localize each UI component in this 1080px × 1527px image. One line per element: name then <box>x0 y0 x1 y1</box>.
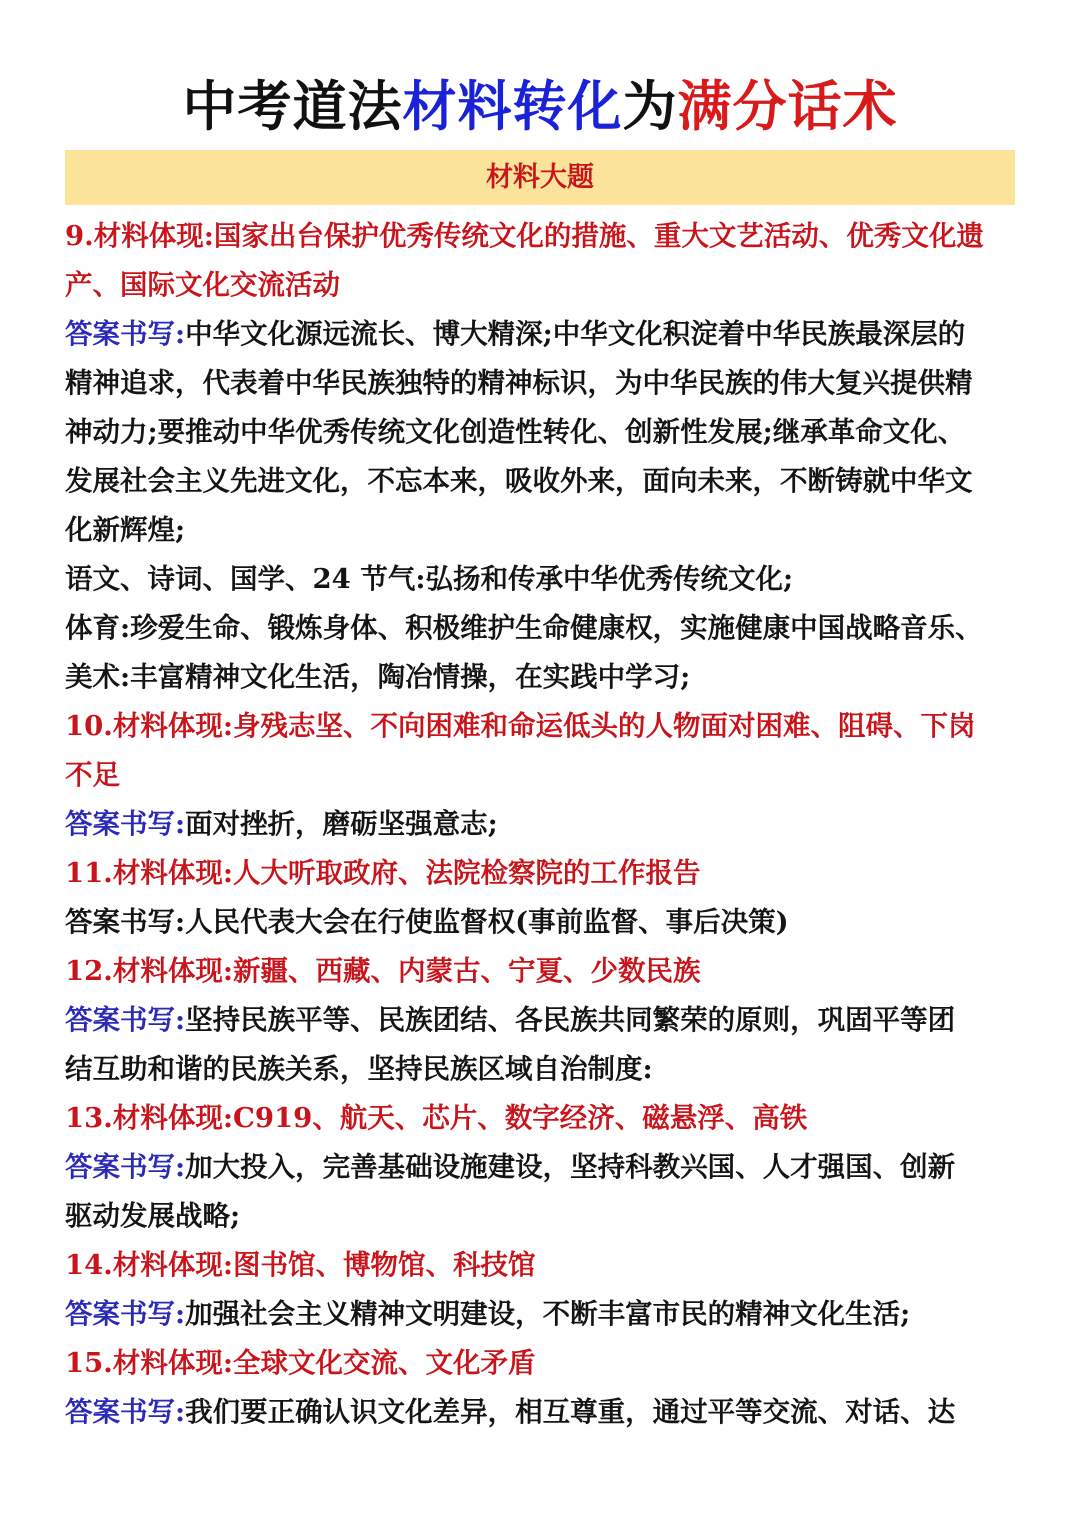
item-12-answer-line-2: 结互助和谐的民族关系，坚持民族区域自治制度: <box>65 1053 653 1085</box>
title-part-1: 中考道法 <box>182 74 403 138</box>
item-13-material-line-1: 13.材料体现:C919、航天、芯片、数字经济、磁悬浮、高铁 <box>65 1102 808 1134</box>
item-11-answer-line-1: 答案书写:人民代表大会在行使监督权(事前监督、事后决策) <box>65 906 789 938</box>
answer-label: 答案书写: <box>65 1004 186 1036</box>
item-9-extra-line-3: 美术:丰富精神文化生活，陶冶情操，在实践中学习; <box>65 661 691 693</box>
answer-label: 答案书写: <box>65 318 186 350</box>
answer-text: 我们要正确认识文化差异，相互尊重，通过平等交流、对话、达 <box>185 1396 956 1428</box>
answer-label: 答案书写: <box>65 1396 186 1428</box>
item-9-material-line-1: 9.材料体现:国家出台保护优秀传统文化的措施、重大文艺活动、优秀文化遗 <box>65 220 984 252</box>
item-13-answer-line-2: 驱动发展战略; <box>65 1200 241 1232</box>
item-14-material-line-1: 14.材料体现:图书馆、博物馆、科技馆 <box>65 1249 536 1281</box>
answer-text: 面对挫折，磨砺坚强意志; <box>185 808 498 840</box>
answer-text: 坚持民族平等、民族团结、各民族共同繁荣的原则，巩固平等团 <box>185 1004 956 1036</box>
item-14-answer-line-1 <box>65 1290 1017 1339</box>
title-part-4: 满分话术 <box>677 74 898 138</box>
page-title <box>0 68 1080 144</box>
item-10-answer-line-1 <box>65 800 1017 849</box>
answer-text: 加大投入，完善基础设施建设，坚持科教兴国、人才强国、创新 <box>185 1151 956 1183</box>
item-13-answer-line-1 <box>65 1143 1017 1192</box>
item-12-answer-line-1 <box>65 996 1017 1045</box>
item-9-answer-line-2: 精神追求，代表着中华民族独特的精神标识，为中华民族的伟大复兴提供精 <box>65 367 973 399</box>
item-15-answer-line-1 <box>65 1388 1017 1437</box>
item-15-material-line-1: 15.材料体现:全球文化交流、文化矛盾 <box>65 1347 536 1379</box>
title-part-2: 材料转化 <box>402 74 623 138</box>
item-9-extra-line-2: 体育:珍爱生命、锻炼身体、积极维护生命健康权，实施健康中国战略音乐、 <box>65 612 983 644</box>
title-part-3: 为 <box>622 74 678 138</box>
content-body <box>65 212 1017 1437</box>
item-9-extra-line-1: 语文、诗词、国学、24 节气:弘扬和传承中华优秀传统文化; <box>65 563 794 595</box>
item-9-answer-line-4: 发展社会主义先进文化，不忘本来，吸收外来，面向未来，不断铸就中华文 <box>65 465 973 497</box>
answer-label: 答案书写: <box>65 1151 186 1183</box>
item-9-answer-line-3: 神动力;要推动中华优秀传统文化创造性转化、创新性发展;继承革命文化、 <box>65 416 966 448</box>
item-9-answer-line-1 <box>65 310 1017 359</box>
item-11-material-line-1: 11.材料体现:人大听取政府、法院检察院的工作报告 <box>65 857 701 889</box>
item-9-answer-line-5: 化新辉煌; <box>65 514 186 546</box>
answer-label: 答案书写: <box>65 1298 186 1330</box>
section-banner: 材料大题 <box>65 150 1015 205</box>
item-12-material-line-1: 12.材料体现:新疆、西藏、内蒙古、宁夏、少数民族 <box>65 955 701 987</box>
item-9-material-line-2: 产、国际文化交流活动 <box>65 269 340 301</box>
answer-label: 答案书写: <box>65 808 186 840</box>
answer-text: 加强社会主义精神文明建设，不断丰富市民的精神文化生活; <box>185 1298 911 1330</box>
item-10-material-line-1: 10.材料体现:身残志坚、不向困难和命运低头的人物面对困难、阻碍、下岗 <box>65 710 976 742</box>
answer-text: 中华文化源远流长、博大精深;中华文化积淀着中华民族最深层的 <box>185 318 966 350</box>
item-10-material-line-2: 不足 <box>65 759 120 791</box>
